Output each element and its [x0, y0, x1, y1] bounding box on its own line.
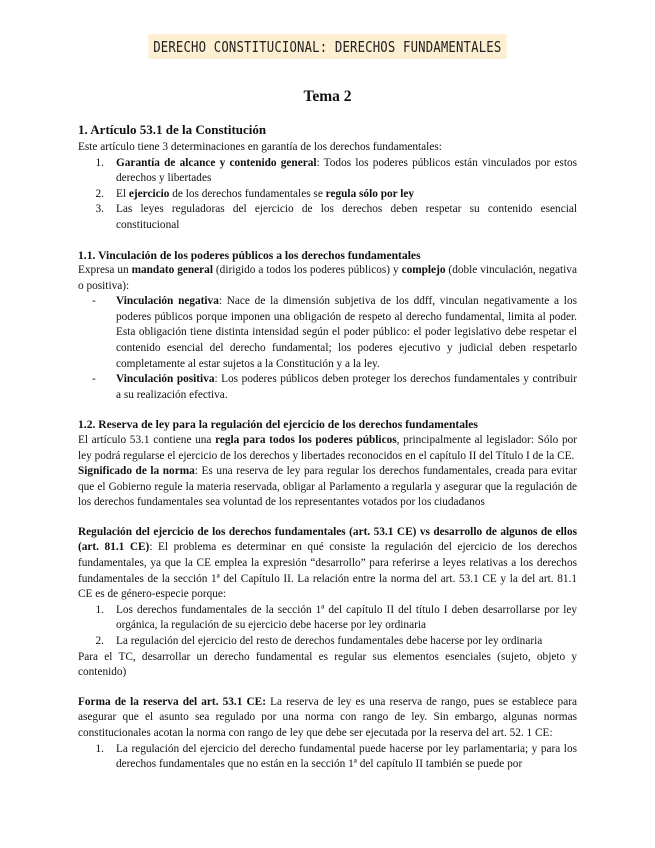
section-1-1-paragraph: Expresa un mandato general (dirigido a todos los poderes públicos) y complejo (doble vinculación, negativa o positiva):	[78, 264, 577, 292]
regulation-after: Para el TC, desarrollar un derecho fundamental es regular sus elementos esenciales (sujeto, objeto y contenido)	[78, 650, 577, 679]
regulation-list	[78, 603, 577, 650]
list-item: - Vinculación negativa: Nace de la dimensión subjetiva de los ddff, vinculan negativamente a los poderes públicos porque imponen una obligación de respeto al derecho fundamental, limita al poder. Esta obligación tiene distinta intensidad según el poder público: el poder legislativo debe respetar el contenido esencial del derecho fundamental; los poderes ejecutivo y judicial deben respetarlo completamente al estar sujetos a la Constitución y a la ley.	[92, 295, 577, 370]
section-1-2-heading: 1.2. Reserva de ley para la regulación del ejercicio de los derechos fundamentales	[78, 418, 478, 432]
list-item: 1. Los derechos fundamentales de la sección 1ª del capítulo II del título I deben desarrollarse por ley orgánica, la regulación de su ejercicio debe hacerse por ley ordinaria	[95, 603, 577, 632]
section-1-1-heading: 1.1. Vinculación de los poderes públicos a los derechos fundamentales	[78, 248, 421, 262]
section-1-heading: 1. Artículo 53.1 de la Constitución	[78, 122, 267, 137]
section-1-2-paragraph-1: El artículo 53.1 contiene una regla para todos los poderes públicos, principalmente al legislador: Sólo por ley podrá regularse el ejercicio de los derechos y libertades reconocidos en el capítulo II del Título I de la CE.	[78, 433, 577, 462]
list-item: 2. El ejercicio de los derechos fundamentales se regula sólo por ley	[95, 187, 415, 200]
list-item: - Vinculación positiva: Los poderes públicos deben proteger los derechos fundamentales y contribuir a su realización efectiva.	[92, 373, 577, 401]
section-1-intro: Este artículo tiene 3 determinaciones en garantía de los derechos fundamentales:	[78, 141, 442, 153]
section-1-1-list	[78, 294, 577, 403]
reserve-form-paragraph: Forma de la reserva del art. 53.1 CE: La reserva de ley es una reserva de rango, pues se establece para asegurar que el asunto sea regulado por una norma con rango de ley. Sin embargo, algunas normas constitucionales acotan la norma con rango de ley que debe ser ejecutada por la reserva del art. 52. 1 CE:	[78, 695, 577, 739]
section-1-list	[78, 156, 577, 234]
header-banner	[78, 34, 577, 70]
course-title: DERECHO CONSTITUCIONAL: DERECHOS FUNDAMENTALES	[148, 34, 506, 59]
regulation-paragraph: Regulación del ejercicio de los derechos fundamentales (art. 53.1 CE) vs desarrollo de algunos de ellos (art. 81.1 CE): El problema es determinar en qué consiste la regulación del ejercicio de los derechos fundamentales, ya que la CE emplea la expresión “desarrollo” para referirse a leyes relativas a los derechos fundamentales de la sección 1ª del Capítulo II. La relación entre la norma del art. 53.1 CE y la del art. 81.1 CE es de género-especie porque:	[78, 525, 577, 601]
list-item: 3. Las leyes reguladoras del ejercicio de los derechos deben respetar su contenido esencial constitucional	[95, 203, 577, 231]
list-item: 1. Garantía de alcance y contenido general: Todos los poderes públicos están vinculados por estos derechos y libertades	[95, 156, 578, 185]
section-1-2-paragraph-2: Significado de la norma: Es una reserva de ley para regular los derechos fundamentales, creada para evitar que el Gobierno regule la materia reservada, obligar al Parlamento a regularla y asegurar que la regulación de los derechos fundamentales sea voluntad de los representantes votados por los ciudadanos	[78, 465, 577, 509]
list-item: 2. La regulación del ejercicio del resto de derechos fundamentales debe hacerse por ley ordinaria	[95, 635, 543, 648]
reserve-form-list	[78, 742, 577, 773]
topic-title: Tema 2	[303, 88, 352, 105]
list-item: 1. La regulación del ejercicio del derecho fundamental puede hacerse por ley parlamentaria; y para los derechos fundamentales que no están en la sección 1ª del capítulo II también se puede por	[95, 742, 577, 771]
